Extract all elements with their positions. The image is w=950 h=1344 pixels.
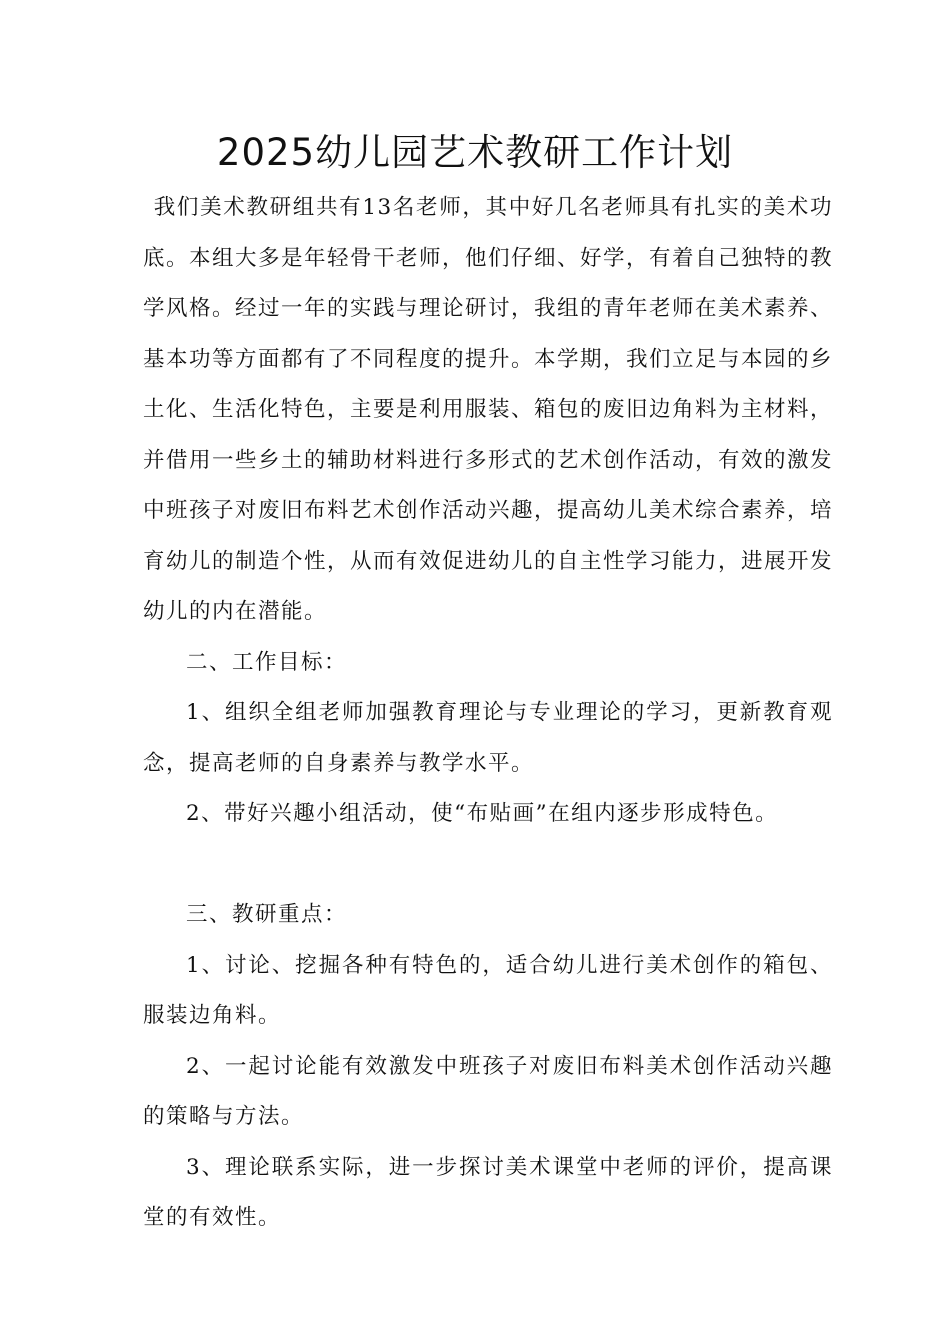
document-title: 2025幼儿园艺术教研工作计划 (216, 131, 734, 174)
section-heading-goals: 二、工作目标： (186, 649, 348, 675)
focus-item-3: 3、理论联系实际，进一步探讨美术课堂中老师的评价，提高课堂的有效性。 (143, 1154, 833, 1230)
intro-paragraph: 我们美术教研组共有13名老师，其中好几名老师具有扎实的美术功底。本组大多是年轻骨干老师，他们仔细、好学，有着自己独特的教学风格。经过一年的实践与理论研讨，我组的青年老师在美术素养、基本功等方面都有了不同程度的提升。本学期，我们立足与本园的乡土化、生活化特色，主要是利用服装、箱包的废旧边角料为主材料，并借用一些乡土的辅助材料进行多形式的艺术创作活动，有效的激发中班孩子对废旧布料艺术创作活动兴趣，提高幼儿美术综合素养，培育幼儿的制造个性，从而有效促进幼儿的自主性学习能力，进展开发幼儿的内在潜能。 (143, 195, 834, 624)
section-heading-focus: 三、教研重点： (186, 902, 348, 927)
focus-item-1: 1、讨论、挖掘各种有特色的，适合幼儿进行美术创作的箱包、服装边角料。 (143, 952, 833, 1028)
goal-item-1: 1、组织全组老师加强教育理论与专业理论的学习，更新教育观念，提高老师的自身素养与教学水平。 (143, 700, 833, 776)
goal-item-2: 2、带好兴趣小组活动，使“布贴画”在组内逐步形成特色。 (186, 801, 779, 826)
blank-line (143, 840, 833, 891)
focus-item-2: 2、一起讨论能有效激发中班孩子对废旧布料美术创作活动兴趣的策略与方法。 (143, 1053, 833, 1129)
document-body (143, 183, 833, 1244)
